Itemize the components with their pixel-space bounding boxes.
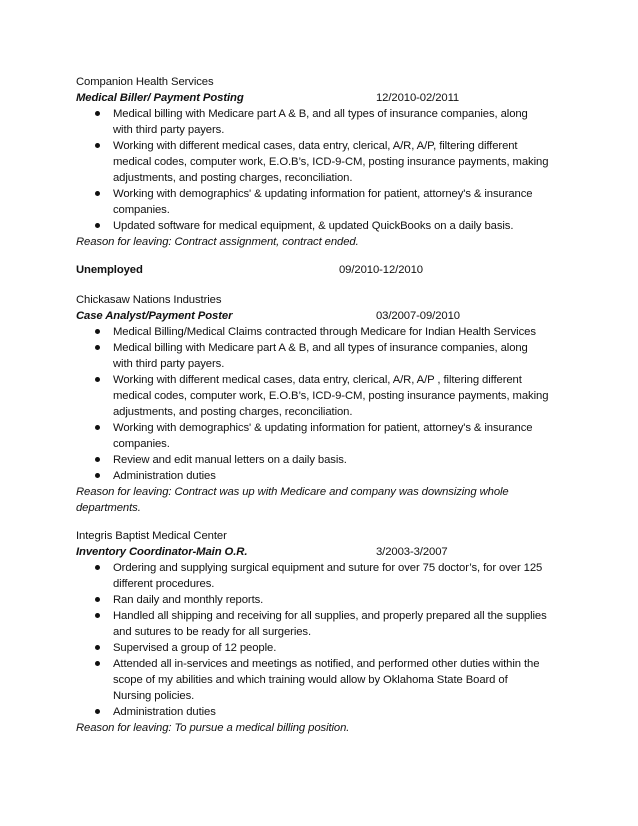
bullet-text: Medical billing with Medicare part A & B, and all types of insurance companies, along xyxy=(113,108,528,120)
job-title: Medical Biller/ Payment Posting xyxy=(76,92,244,104)
bullet-icon xyxy=(95,709,100,714)
bullet-text: Updated software for medical equipment, & updated QuickBooks on a daily basis. xyxy=(113,220,514,232)
bullet-text: Supervised a group of 12 people. xyxy=(113,642,277,654)
reason-for-leaving: Reason for leaving: Contract assignment, contract ended. xyxy=(76,236,359,248)
bullet-text: Ran daily and monthly reports. xyxy=(113,594,264,606)
bullet-icon xyxy=(95,661,100,666)
bullet-text: Attended all in-services and meetings as notified, and performed other duties within the xyxy=(113,658,540,670)
bullet-icon xyxy=(95,457,100,462)
bullet-icon xyxy=(95,345,100,350)
bullet-text: with third party payers. xyxy=(113,358,225,370)
bullet-text: Nursing policies. xyxy=(113,690,195,702)
bullet-text: Working with demographics' & updating information for patient, attorney's & insurance xyxy=(113,422,533,434)
job-title: Inventory Coordinator-Main O.R. xyxy=(76,546,248,558)
bullet-text: Administration duties xyxy=(113,706,216,718)
bullet-text: medical codes, computer work, E.O.B’s, ICD-9-CM, posting insurance payments, making xyxy=(113,390,549,402)
job-dates: 09/2010-12/2010 xyxy=(339,264,423,276)
bullet-icon xyxy=(95,425,100,430)
job-title: Unemployed xyxy=(76,264,143,276)
bullet-text: companies. xyxy=(113,438,170,450)
bullet-icon xyxy=(95,143,100,148)
job-dates: 03/2007-09/2010 xyxy=(376,310,460,322)
bullet-text: scope of my abilities and which training would allow by Oklahoma State Board of xyxy=(113,674,508,686)
bullet-icon xyxy=(95,645,100,650)
reason-for-leaving: Reason for leaving: To pursue a medical billing position. xyxy=(76,722,350,734)
bullet-text: Working with demographics' & updating information for patient, attorney's & insurance xyxy=(113,188,533,200)
bullet-text: and sutures to be ready for all surgeries. xyxy=(113,626,311,638)
reason-for-leaving: departments. xyxy=(76,502,141,514)
bullet-text: Review and edit manual letters on a daily basis. xyxy=(113,454,347,466)
company-name: Companion Health Services xyxy=(76,76,214,88)
bullet-icon xyxy=(95,473,100,478)
company-name: Integris Baptist Medical Center xyxy=(76,530,227,542)
bullet-icon xyxy=(95,613,100,618)
bullet-text: Handled all shipping and receiving for all supplies, and properly prepared all the supplies xyxy=(113,610,547,622)
bullet-text: Medical billing with Medicare part A & B, and all types of insurance companies, along xyxy=(113,342,528,354)
bullet-icon xyxy=(95,223,100,228)
job-title: Case Analyst/Payment Poster xyxy=(76,310,233,322)
job-dates: 3/2003-3/2007 xyxy=(376,546,448,558)
bullet-icon xyxy=(95,565,100,570)
bullet-text: Medical Billing/Medical Claims contracted through Medicare for Indian Health Services xyxy=(113,326,536,338)
bullet-text: Working with different medical cases, data entry, clerical, A/R, A/P, filtering different xyxy=(113,140,518,152)
reason-for-leaving: Reason for leaving: Contract was up with Medicare and company was downsizing whole xyxy=(76,486,509,498)
bullet-text: adjustments, and posting charges, reconciliation. xyxy=(113,172,353,184)
bullet-text: Administration duties xyxy=(113,470,216,482)
bullet-text: with third party payers. xyxy=(113,124,225,136)
bullet-icon xyxy=(95,377,100,382)
bullet-text: adjustments, and posting charges, reconciliation. xyxy=(113,406,353,418)
bullet-text: Ordering and supplying surgical equipment and suture for over 75 doctor’s, for over 125 xyxy=(113,562,543,574)
bullet-icon xyxy=(95,191,100,196)
bullet-icon xyxy=(95,329,100,334)
bullet-icon xyxy=(95,597,100,602)
bullet-text: medical codes, computer work, E.O.B’s, ICD-9-CM, posting insurance payments, making xyxy=(113,156,549,168)
bullet-icon xyxy=(95,111,100,116)
bullet-text: different procedures. xyxy=(113,578,215,590)
company-name: Chickasaw Nations Industries xyxy=(76,294,222,306)
bullet-text: Working with different medical cases, data entry, clerical, A/R, A/P , filtering different xyxy=(113,374,522,386)
bullet-text: companies. xyxy=(113,204,170,216)
job-dates: 12/2010-02/2011 xyxy=(376,92,460,104)
